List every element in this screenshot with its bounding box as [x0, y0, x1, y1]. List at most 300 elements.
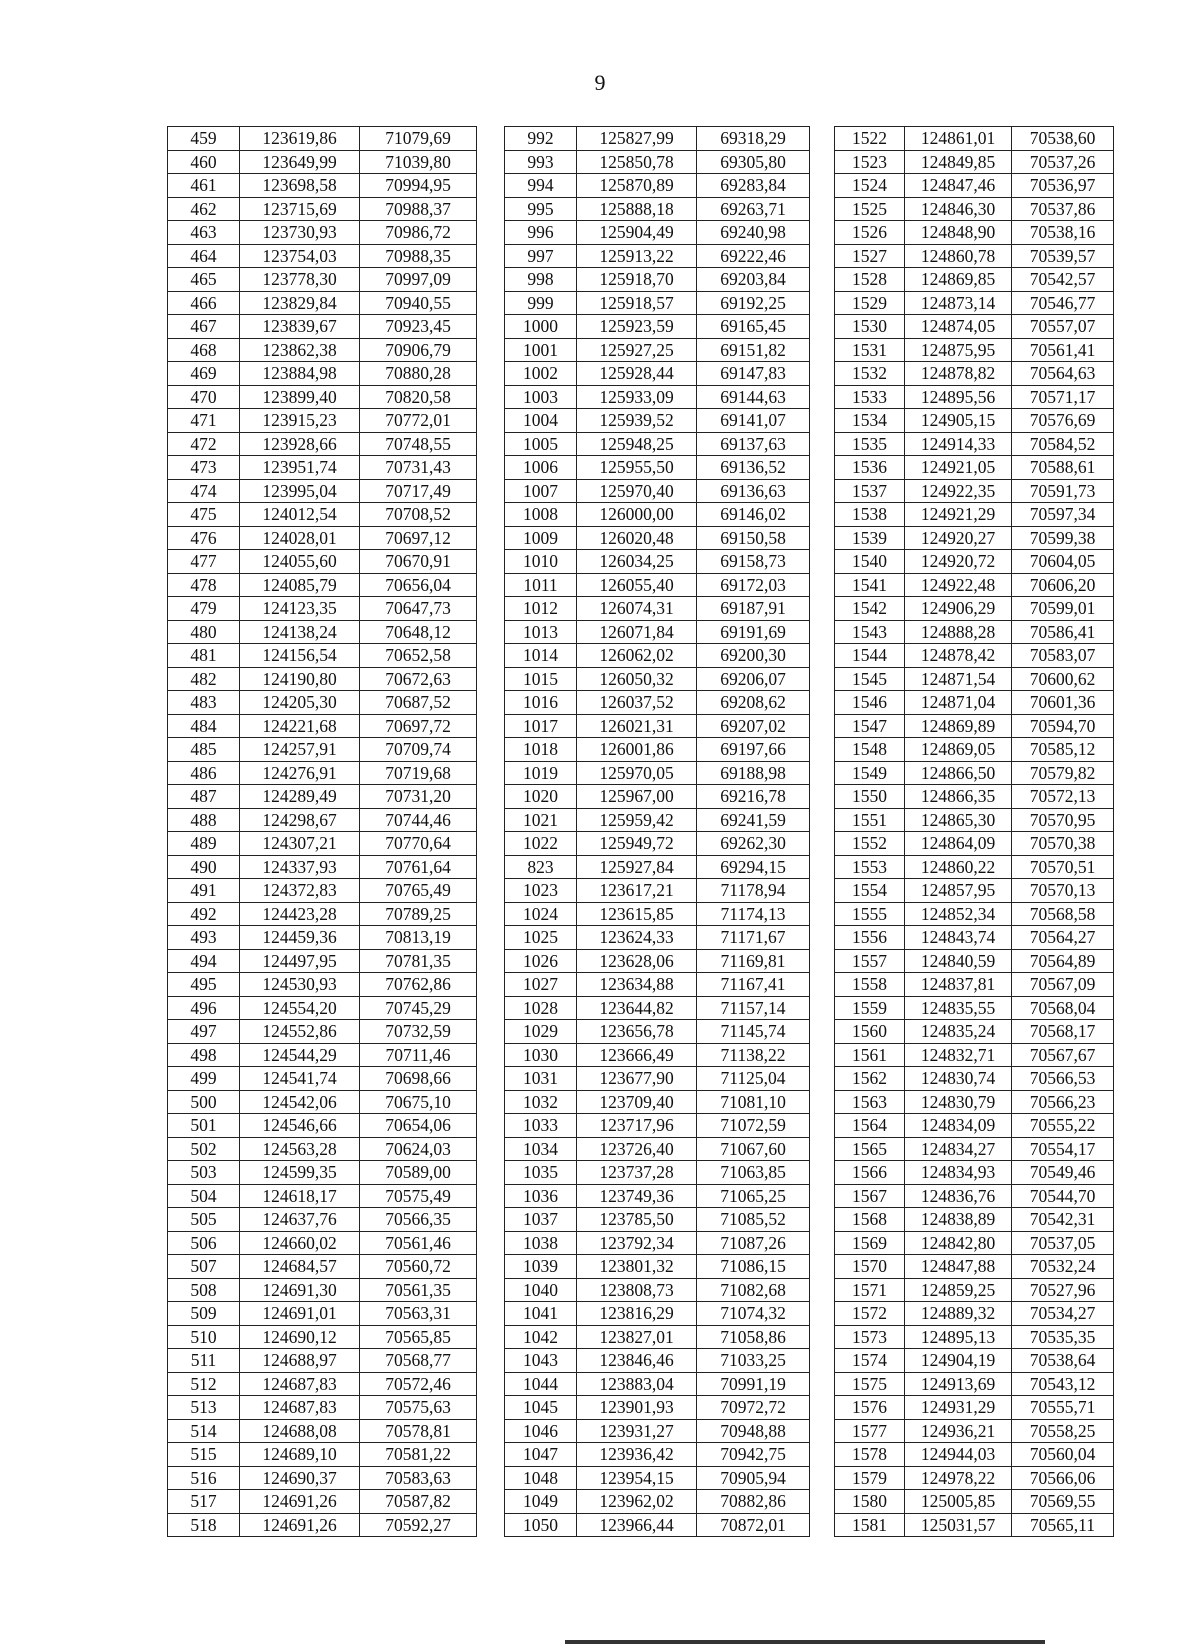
x-coordinate-cell: 124660,02 [240, 1231, 360, 1255]
y-coordinate-cell: 69191,69 [697, 620, 810, 644]
x-coordinate-cell: 124541,74 [240, 1067, 360, 1091]
y-coordinate-cell: 70537,26 [1012, 150, 1114, 174]
y-coordinate-cell: 70599,38 [1012, 526, 1114, 550]
x-coordinate-cell: 124190,80 [240, 667, 360, 691]
y-coordinate-cell: 69151,82 [697, 338, 810, 362]
point-number-cell: 1557 [835, 949, 905, 973]
point-number-cell: 492 [168, 902, 240, 926]
x-coordinate-cell: 124906,29 [905, 597, 1012, 621]
column-group-separator [810, 1513, 835, 1537]
column-group-separator [477, 550, 505, 574]
point-number-cell: 478 [168, 573, 240, 597]
x-coordinate-cell: 124205,30 [240, 691, 360, 715]
point-number-cell: 1547 [835, 714, 905, 738]
y-coordinate-cell: 70588,61 [1012, 456, 1114, 480]
y-coordinate-cell: 70770,64 [360, 832, 477, 856]
y-coordinate-cell: 70772,01 [360, 409, 477, 433]
point-number-cell: 481 [168, 644, 240, 668]
point-number-cell: 1554 [835, 879, 905, 903]
y-coordinate-cell: 71063,85 [697, 1161, 810, 1185]
x-coordinate-cell: 124852,34 [905, 902, 1012, 926]
column-group-separator [477, 174, 505, 198]
table-row [168, 832, 1114, 856]
y-coordinate-cell: 69208,62 [697, 691, 810, 715]
column-group-separator [477, 197, 505, 221]
x-coordinate-cell: 125927,25 [577, 338, 697, 362]
point-number-cell: 465 [168, 268, 240, 292]
x-coordinate-cell: 123624,33 [577, 926, 697, 950]
point-number-cell: 1034 [505, 1137, 577, 1161]
y-coordinate-cell: 70536,97 [1012, 174, 1114, 198]
point-number-cell: 823 [505, 855, 577, 879]
y-coordinate-cell: 70586,41 [1012, 620, 1114, 644]
point-number-cell: 1038 [505, 1231, 577, 1255]
y-coordinate-cell: 71167,41 [697, 973, 810, 997]
column-group-separator [810, 996, 835, 1020]
point-number-cell: 494 [168, 949, 240, 973]
point-number-cell: 516 [168, 1466, 240, 1490]
table-row [168, 291, 1114, 315]
y-coordinate-cell: 69216,78 [697, 785, 810, 809]
point-number-cell: 1007 [505, 479, 577, 503]
x-coordinate-cell: 124895,13 [905, 1325, 1012, 1349]
point-number-cell: 1579 [835, 1466, 905, 1490]
x-coordinate-cell: 124847,88 [905, 1255, 1012, 1279]
y-coordinate-cell: 70670,91 [360, 550, 477, 574]
table-row [168, 1067, 1114, 1091]
point-number-cell: 1002 [505, 362, 577, 386]
y-coordinate-cell: 71174,13 [697, 902, 810, 926]
y-coordinate-cell: 70589,00 [360, 1161, 477, 1185]
x-coordinate-cell: 123730,93 [240, 221, 360, 245]
y-coordinate-cell: 70570,13 [1012, 879, 1114, 903]
point-number-cell: 1542 [835, 597, 905, 621]
y-coordinate-cell: 70591,73 [1012, 479, 1114, 503]
column-group-separator [810, 1020, 835, 1044]
y-coordinate-cell: 70554,17 [1012, 1137, 1114, 1161]
x-coordinate-cell: 126034,25 [577, 550, 697, 574]
table-row [168, 1278, 1114, 1302]
y-coordinate-cell: 70986,72 [360, 221, 477, 245]
y-coordinate-cell: 69136,52 [697, 456, 810, 480]
table-row [168, 597, 1114, 621]
point-number-cell: 1556 [835, 926, 905, 950]
x-coordinate-cell: 125904,49 [577, 221, 697, 245]
x-coordinate-cell: 123649,99 [240, 150, 360, 174]
x-coordinate-cell: 125918,57 [577, 291, 697, 315]
column-group-separator [477, 244, 505, 268]
y-coordinate-cell: 70544,70 [1012, 1184, 1114, 1208]
point-number-cell: 1570 [835, 1255, 905, 1279]
column-group-separator [810, 620, 835, 644]
table-row [168, 761, 1114, 785]
y-coordinate-cell: 70572,13 [1012, 785, 1114, 809]
x-coordinate-cell: 123931,27 [577, 1419, 697, 1443]
column-group-separator [810, 291, 835, 315]
point-number-cell: 1028 [505, 996, 577, 1020]
column-group-separator [810, 832, 835, 856]
x-coordinate-cell: 125959,42 [577, 808, 697, 832]
point-number-cell: 509 [168, 1302, 240, 1326]
x-coordinate-cell: 123615,85 [577, 902, 697, 926]
x-coordinate-cell: 123928,66 [240, 432, 360, 456]
column-group-separator [477, 879, 505, 903]
y-coordinate-cell: 70534,27 [1012, 1302, 1114, 1326]
y-coordinate-cell: 71033,25 [697, 1349, 810, 1373]
point-number-cell: 1010 [505, 550, 577, 574]
point-number-cell: 1037 [505, 1208, 577, 1232]
point-number-cell: 1036 [505, 1184, 577, 1208]
y-coordinate-cell: 70997,09 [360, 268, 477, 292]
point-number-cell: 1578 [835, 1443, 905, 1467]
y-coordinate-cell: 70820,58 [360, 385, 477, 409]
y-coordinate-cell: 70566,35 [360, 1208, 477, 1232]
point-number-cell: 1026 [505, 949, 577, 973]
y-coordinate-cell: 70576,69 [1012, 409, 1114, 433]
x-coordinate-cell: 126001,86 [577, 738, 697, 762]
x-coordinate-cell: 124889,32 [905, 1302, 1012, 1326]
x-coordinate-cell: 124931,29 [905, 1396, 1012, 1420]
y-coordinate-cell: 69146,02 [697, 503, 810, 527]
x-coordinate-cell: 123619,86 [240, 127, 360, 151]
page-number: 9 [594, 70, 606, 95]
column-group-separator [477, 479, 505, 503]
point-number-cell: 468 [168, 338, 240, 362]
point-number-cell: 1039 [505, 1255, 577, 1279]
y-coordinate-cell: 70542,57 [1012, 268, 1114, 292]
point-number-cell: 1536 [835, 456, 905, 480]
column-group-separator [477, 526, 505, 550]
x-coordinate-cell: 125967,00 [577, 785, 697, 809]
x-coordinate-cell: 123901,93 [577, 1396, 697, 1420]
column-group-separator [810, 714, 835, 738]
y-coordinate-cell: 70906,79 [360, 338, 477, 362]
y-coordinate-cell: 71065,25 [697, 1184, 810, 1208]
column-group-separator [810, 1231, 835, 1255]
x-coordinate-cell: 124546,66 [240, 1114, 360, 1138]
point-number-cell: 1561 [835, 1043, 905, 1067]
point-number-cell: 1562 [835, 1067, 905, 1091]
x-coordinate-cell: 124372,83 [240, 879, 360, 903]
point-number-cell: 1572 [835, 1302, 905, 1326]
y-coordinate-cell: 70532,24 [1012, 1255, 1114, 1279]
point-number-cell: 1018 [505, 738, 577, 762]
column-group-separator [477, 1231, 505, 1255]
y-coordinate-cell: 71125,04 [697, 1067, 810, 1091]
x-coordinate-cell: 124895,56 [905, 385, 1012, 409]
x-coordinate-cell: 124869,89 [905, 714, 1012, 738]
point-number-cell: 491 [168, 879, 240, 903]
table-row [168, 1396, 1114, 1420]
y-coordinate-cell: 69294,15 [697, 855, 810, 879]
column-group-separator [477, 1302, 505, 1326]
column-group-separator [810, 855, 835, 879]
y-coordinate-cell: 69222,46 [697, 244, 810, 268]
point-number-cell: 482 [168, 667, 240, 691]
column-group-separator [810, 785, 835, 809]
x-coordinate-cell: 123617,21 [577, 879, 697, 903]
point-number-cell: 460 [168, 150, 240, 174]
table-row [168, 1419, 1114, 1443]
x-coordinate-cell: 124849,85 [905, 150, 1012, 174]
x-coordinate-cell: 125970,40 [577, 479, 697, 503]
y-coordinate-cell: 70744,46 [360, 808, 477, 832]
y-coordinate-cell: 69141,07 [697, 409, 810, 433]
y-coordinate-cell: 70732,59 [360, 1020, 477, 1044]
x-coordinate-cell: 124459,36 [240, 926, 360, 950]
y-coordinate-cell: 71145,74 [697, 1020, 810, 1044]
x-coordinate-cell: 124878,42 [905, 644, 1012, 668]
y-coordinate-cell: 70988,37 [360, 197, 477, 221]
x-coordinate-cell: 123778,30 [240, 268, 360, 292]
point-number-cell: 1530 [835, 315, 905, 339]
y-coordinate-cell: 70604,05 [1012, 550, 1114, 574]
x-coordinate-cell: 124834,27 [905, 1137, 1012, 1161]
x-coordinate-cell: 125005,85 [905, 1490, 1012, 1514]
point-number-cell: 1580 [835, 1490, 905, 1514]
point-number-cell: 1544 [835, 644, 905, 668]
y-coordinate-cell: 70566,53 [1012, 1067, 1114, 1091]
table-row [168, 879, 1114, 903]
point-number-cell: 475 [168, 503, 240, 527]
column-group-separator [477, 1020, 505, 1044]
x-coordinate-cell: 123749,36 [577, 1184, 697, 1208]
column-group-separator [810, 432, 835, 456]
point-number-cell: 1017 [505, 714, 577, 738]
x-coordinate-cell: 124530,93 [240, 973, 360, 997]
point-number-cell: 479 [168, 597, 240, 621]
column-group-separator [477, 738, 505, 762]
x-coordinate-cell: 126021,31 [577, 714, 697, 738]
y-coordinate-cell: 70761,64 [360, 855, 477, 879]
x-coordinate-cell: 124085,79 [240, 573, 360, 597]
table-row [168, 855, 1114, 879]
y-coordinate-cell: 70579,82 [1012, 761, 1114, 785]
y-coordinate-cell: 70717,49 [360, 479, 477, 503]
table-row [168, 691, 1114, 715]
point-number-cell: 1532 [835, 362, 905, 386]
y-coordinate-cell: 69188,98 [697, 761, 810, 785]
x-coordinate-cell: 126000,00 [577, 503, 697, 527]
column-group-separator [477, 409, 505, 433]
x-coordinate-cell: 123962,02 [577, 1490, 697, 1514]
point-number-cell: 1549 [835, 761, 905, 785]
point-number-cell: 1048 [505, 1466, 577, 1490]
y-coordinate-cell: 70872,01 [697, 1513, 810, 1537]
y-coordinate-cell: 70656,04 [360, 573, 477, 597]
x-coordinate-cell: 124847,46 [905, 174, 1012, 198]
x-coordinate-cell: 124905,15 [905, 409, 1012, 433]
x-coordinate-cell: 124866,35 [905, 785, 1012, 809]
y-coordinate-cell: 70555,71 [1012, 1396, 1114, 1420]
point-number-cell: 506 [168, 1231, 240, 1255]
y-coordinate-cell: 69136,63 [697, 479, 810, 503]
y-coordinate-cell: 70572,46 [360, 1372, 477, 1396]
column-group-separator [810, 1372, 835, 1396]
point-number-cell: 507 [168, 1255, 240, 1279]
x-coordinate-cell: 124936,21 [905, 1419, 1012, 1443]
x-coordinate-cell: 124055,60 [240, 550, 360, 574]
table-row [168, 1090, 1114, 1114]
point-number-cell: 994 [505, 174, 577, 198]
x-coordinate-cell: 124835,55 [905, 996, 1012, 1020]
column-group-separator [810, 1137, 835, 1161]
column-group-separator [810, 1490, 835, 1514]
x-coordinate-cell: 123698,58 [240, 174, 360, 198]
table-row [168, 174, 1114, 198]
y-coordinate-cell: 71039,80 [360, 150, 477, 174]
y-coordinate-cell: 71171,67 [697, 926, 810, 950]
column-group-separator [477, 385, 505, 409]
table-row [168, 1161, 1114, 1185]
column-group-separator [810, 667, 835, 691]
column-group-separator [477, 902, 505, 926]
y-coordinate-cell: 70711,46 [360, 1043, 477, 1067]
y-coordinate-cell: 69197,66 [697, 738, 810, 762]
point-number-cell: 1551 [835, 808, 905, 832]
x-coordinate-cell: 124920,72 [905, 550, 1012, 574]
point-number-cell: 1042 [505, 1325, 577, 1349]
x-coordinate-cell: 123936,42 [577, 1443, 697, 1467]
x-coordinate-cell: 124922,35 [905, 479, 1012, 503]
table-row [168, 456, 1114, 480]
x-coordinate-cell: 124138,24 [240, 620, 360, 644]
x-coordinate-cell: 123737,28 [577, 1161, 697, 1185]
y-coordinate-cell: 69240,98 [697, 221, 810, 245]
x-coordinate-cell: 124921,05 [905, 456, 1012, 480]
x-coordinate-cell: 123792,34 [577, 1231, 697, 1255]
x-coordinate-cell: 124298,67 [240, 808, 360, 832]
point-number-cell: 1001 [505, 338, 577, 362]
table-row [168, 1466, 1114, 1490]
y-coordinate-cell: 71072,59 [697, 1114, 810, 1138]
column-group-separator [810, 1396, 835, 1420]
point-number-cell: 1050 [505, 1513, 577, 1537]
table-row [168, 1231, 1114, 1255]
point-number-cell: 996 [505, 221, 577, 245]
x-coordinate-cell: 124156,54 [240, 644, 360, 668]
column-group-separator [810, 409, 835, 433]
x-coordinate-cell: 124865,30 [905, 808, 1012, 832]
point-number-cell: 511 [168, 1349, 240, 1373]
point-number-cell: 501 [168, 1114, 240, 1138]
column-group-separator [477, 1208, 505, 1232]
point-number-cell: 1546 [835, 691, 905, 715]
point-number-cell: 495 [168, 973, 240, 997]
point-number-cell: 1548 [835, 738, 905, 762]
point-number-cell: 1571 [835, 1278, 905, 1302]
x-coordinate-cell: 125923,59 [577, 315, 697, 339]
x-coordinate-cell: 124944,03 [905, 1443, 1012, 1467]
y-coordinate-cell: 70583,07 [1012, 644, 1114, 668]
y-coordinate-cell: 70567,09 [1012, 973, 1114, 997]
point-number-cell: 1552 [835, 832, 905, 856]
point-number-cell: 1566 [835, 1161, 905, 1185]
column-group-separator [810, 879, 835, 903]
table-row [168, 949, 1114, 973]
point-number-cell: 1020 [505, 785, 577, 809]
point-number-cell: 1019 [505, 761, 577, 785]
column-group-separator [477, 291, 505, 315]
y-coordinate-cell: 71087,26 [697, 1231, 810, 1255]
y-coordinate-cell: 70575,49 [360, 1184, 477, 1208]
point-number-cell: 1043 [505, 1349, 577, 1373]
table-row [168, 1325, 1114, 1349]
point-number-cell: 499 [168, 1067, 240, 1091]
column-group-separator [477, 855, 505, 879]
column-group-separator [477, 597, 505, 621]
point-number-cell: 496 [168, 996, 240, 1020]
point-number-cell: 1539 [835, 526, 905, 550]
column-group-separator [810, 691, 835, 715]
point-number-cell: 471 [168, 409, 240, 433]
point-number-cell: 1045 [505, 1396, 577, 1420]
table-row [168, 573, 1114, 597]
point-number-cell: 510 [168, 1325, 240, 1349]
column-group-separator [810, 1278, 835, 1302]
table-row [168, 1513, 1114, 1537]
x-coordinate-cell: 124848,90 [905, 221, 1012, 245]
x-coordinate-cell: 123899,40 [240, 385, 360, 409]
y-coordinate-cell: 70539,57 [1012, 244, 1114, 268]
y-coordinate-cell: 71067,60 [697, 1137, 810, 1161]
y-coordinate-cell: 70599,01 [1012, 597, 1114, 621]
y-coordinate-cell: 70592,27 [360, 1513, 477, 1537]
y-coordinate-cell: 71081,10 [697, 1090, 810, 1114]
y-coordinate-cell: 70560,72 [360, 1255, 477, 1279]
x-coordinate-cell: 124846,30 [905, 197, 1012, 221]
table-row [168, 385, 1114, 409]
point-number-cell: 1575 [835, 1372, 905, 1396]
point-number-cell: 1581 [835, 1513, 905, 1537]
point-number-cell: 483 [168, 691, 240, 715]
x-coordinate-cell: 123628,06 [577, 949, 697, 973]
point-number-cell: 466 [168, 291, 240, 315]
point-number-cell: 1029 [505, 1020, 577, 1044]
x-coordinate-cell: 124866,50 [905, 761, 1012, 785]
x-coordinate-cell: 125827,99 [577, 127, 697, 151]
x-coordinate-cell: 124544,29 [240, 1043, 360, 1067]
x-coordinate-cell: 123754,03 [240, 244, 360, 268]
x-coordinate-cell: 124878,82 [905, 362, 1012, 386]
point-number-cell: 1041 [505, 1302, 577, 1326]
y-coordinate-cell: 69137,63 [697, 432, 810, 456]
y-coordinate-cell: 70568,04 [1012, 996, 1114, 1020]
table-row [168, 503, 1114, 527]
y-coordinate-cell: 69206,07 [697, 667, 810, 691]
column-group-separator [477, 1419, 505, 1443]
table-row [168, 526, 1114, 550]
point-number-cell: 512 [168, 1372, 240, 1396]
y-coordinate-cell: 70564,63 [1012, 362, 1114, 386]
x-coordinate-cell: 125955,50 [577, 456, 697, 480]
x-coordinate-cell: 124012,54 [240, 503, 360, 527]
y-coordinate-cell: 70570,95 [1012, 808, 1114, 832]
point-number-cell: 1567 [835, 1184, 905, 1208]
y-coordinate-cell: 70555,22 [1012, 1114, 1114, 1138]
y-coordinate-cell: 70561,46 [360, 1231, 477, 1255]
x-coordinate-cell: 124687,83 [240, 1372, 360, 1396]
table-row [168, 550, 1114, 574]
y-coordinate-cell: 70988,35 [360, 244, 477, 268]
x-coordinate-cell: 124552,86 [240, 1020, 360, 1044]
y-coordinate-cell: 71169,81 [697, 949, 810, 973]
x-coordinate-cell: 124913,69 [905, 1372, 1012, 1396]
y-coordinate-cell: 70568,58 [1012, 902, 1114, 926]
point-number-cell: 1013 [505, 620, 577, 644]
point-number-cell: 498 [168, 1043, 240, 1067]
point-number-cell: 1012 [505, 597, 577, 621]
